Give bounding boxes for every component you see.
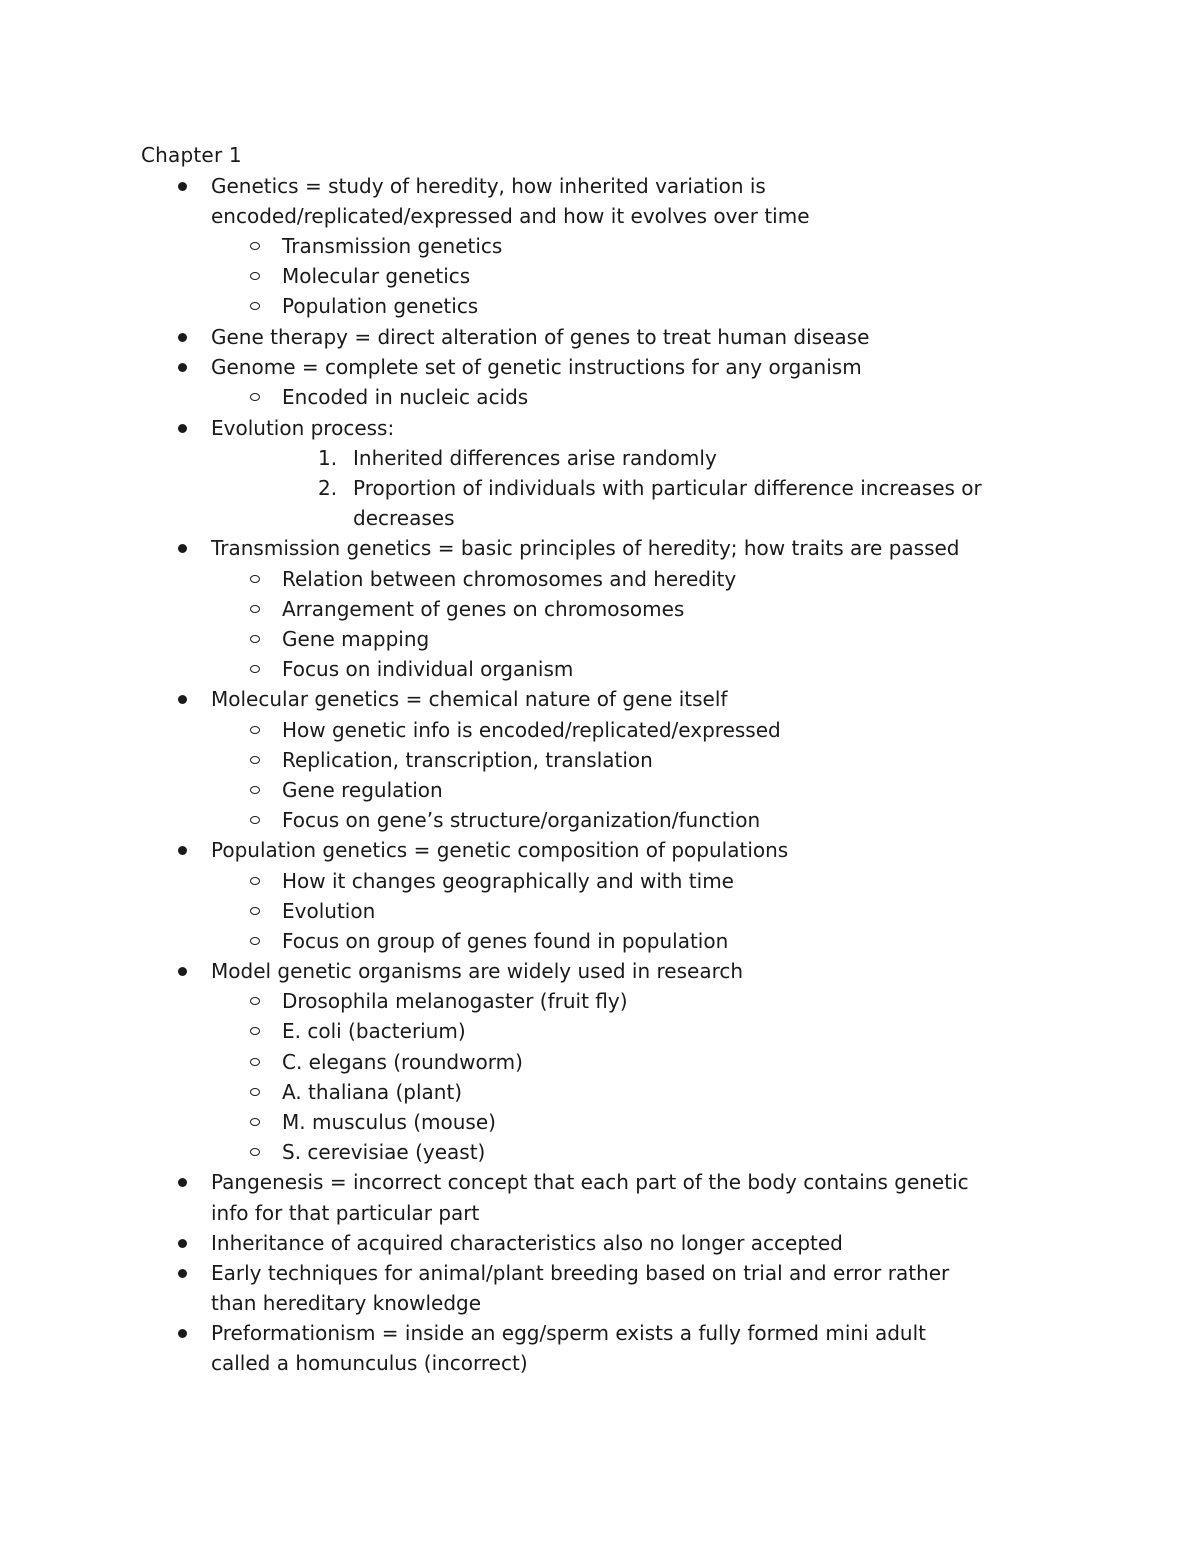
sub-list-item: Molecular genetics [282,264,471,288]
numbered-item: Inherited differences arise randomly [353,446,717,470]
list-item-continuation: than hereditary knowledge [211,1291,482,1315]
bullet-icon [178,182,187,191]
list-item: Molecular genetics = chemical nature of gene itself [211,687,728,711]
circle-bullet-icon [250,937,260,945]
sub-list-item: How genetic info is encoded/replicated/expressed [282,718,781,742]
circle-bullet-icon [250,756,260,764]
circle-bullet-icon [250,726,260,734]
list-item-continuation: info for that particular part [211,1201,480,1225]
list-item: Population genetics = genetic composition of populations [211,838,789,862]
list-item: Early techniques for animal/plant breeding based on trial and error rather [211,1261,950,1285]
bullet-icon [178,1239,187,1248]
circle-bullet-icon [250,605,260,613]
bullet-icon [178,967,187,976]
list-item: Model genetic organisms are widely used in research [211,959,744,983]
list-number: 2. [318,476,338,500]
sub-list-item: M. musculus (mouse) [282,1110,496,1134]
bullet-icon [178,363,187,372]
circle-bullet-icon [250,635,260,643]
circle-bullet-icon [250,1058,260,1066]
circle-bullet-icon [250,1088,260,1096]
circle-bullet-icon [250,302,260,310]
sub-list-item: Evolution [282,899,376,923]
list-item: Gene therapy = direct alteration of genes to treat human disease [211,325,870,349]
circle-bullet-icon [250,575,260,583]
circle-bullet-icon [250,393,260,401]
numbered-item: Proportion of individuals with particular difference increases or [353,476,982,500]
sub-list-item: E. coli (bacterium) [282,1019,466,1043]
circle-bullet-icon [250,272,260,280]
sub-list-item: Focus on gene’s structure/organization/function [282,808,761,832]
bullet-icon [178,544,187,553]
circle-bullet-icon [250,1148,260,1156]
circle-bullet-icon [250,665,260,673]
sub-list-item: Focus on individual organism [282,657,574,681]
numbered-item-continuation: decreases [353,506,455,530]
chapter-heading: Chapter 1 [141,143,242,167]
bullet-icon [178,1178,187,1187]
circle-bullet-icon [250,242,260,250]
list-number: 1. [318,446,338,470]
sub-list-item: Relation between chromosomes and heredity [282,567,737,591]
list-item: Preformationism = inside an egg/sperm exists a fully formed mini adult [211,1321,927,1345]
sub-list-item: Population genetics [282,294,479,318]
list-item: Genome = complete set of genetic instructions for any organism [211,355,862,379]
sub-list-item: Replication, transcription, translation [282,748,653,772]
sub-list-item: Gene mapping [282,627,430,651]
list-item: Evolution process: [211,416,395,440]
circle-bullet-icon [250,907,260,915]
circle-bullet-icon [250,786,260,794]
circle-bullet-icon [250,1027,260,1035]
sub-list-item: Arrangement of genes on chromosomes [282,597,685,621]
circle-bullet-icon [250,816,260,824]
bullet-icon [178,424,187,433]
list-item: Inheritance of acquired characteristics also no longer accepted [211,1231,843,1255]
circle-bullet-icon [250,997,260,1005]
bullet-icon [178,695,187,704]
list-item: Transmission genetics = basic principles of heredity; how traits are passed [211,536,960,560]
list-item-continuation: called a homunculus (incorrect) [211,1351,528,1375]
sub-list-item: How it changes geographically and with time [282,869,734,893]
sub-list-item: Encoded in nucleic acids [282,385,529,409]
circle-bullet-icon [250,1118,260,1126]
list-item: Genetics = study of heredity, how inherited variation is [211,174,766,198]
sub-list-item: Focus on group of genes found in population [282,929,729,953]
sub-list-item: C. elegans (roundworm) [282,1050,523,1074]
bullet-icon [178,1329,187,1338]
sub-list-item: Drosophila melanogaster (fruit fly) [282,989,628,1013]
circle-bullet-icon [250,877,260,885]
sub-list-item: S. cerevisiae (yeast) [282,1140,486,1164]
sub-list-item: A. thaliana (plant) [282,1080,463,1104]
bullet-icon [178,1269,187,1278]
sub-list-item: Gene regulation [282,778,443,802]
list-item: Pangenesis = incorrect concept that each part of the body contains genetic [211,1170,969,1194]
sub-list-item: Transmission genetics [282,234,503,258]
bullet-icon [178,333,187,342]
list-item-continuation: encoded/replicated/expressed and how it evolves over time [211,204,810,228]
bullet-icon [178,846,187,855]
